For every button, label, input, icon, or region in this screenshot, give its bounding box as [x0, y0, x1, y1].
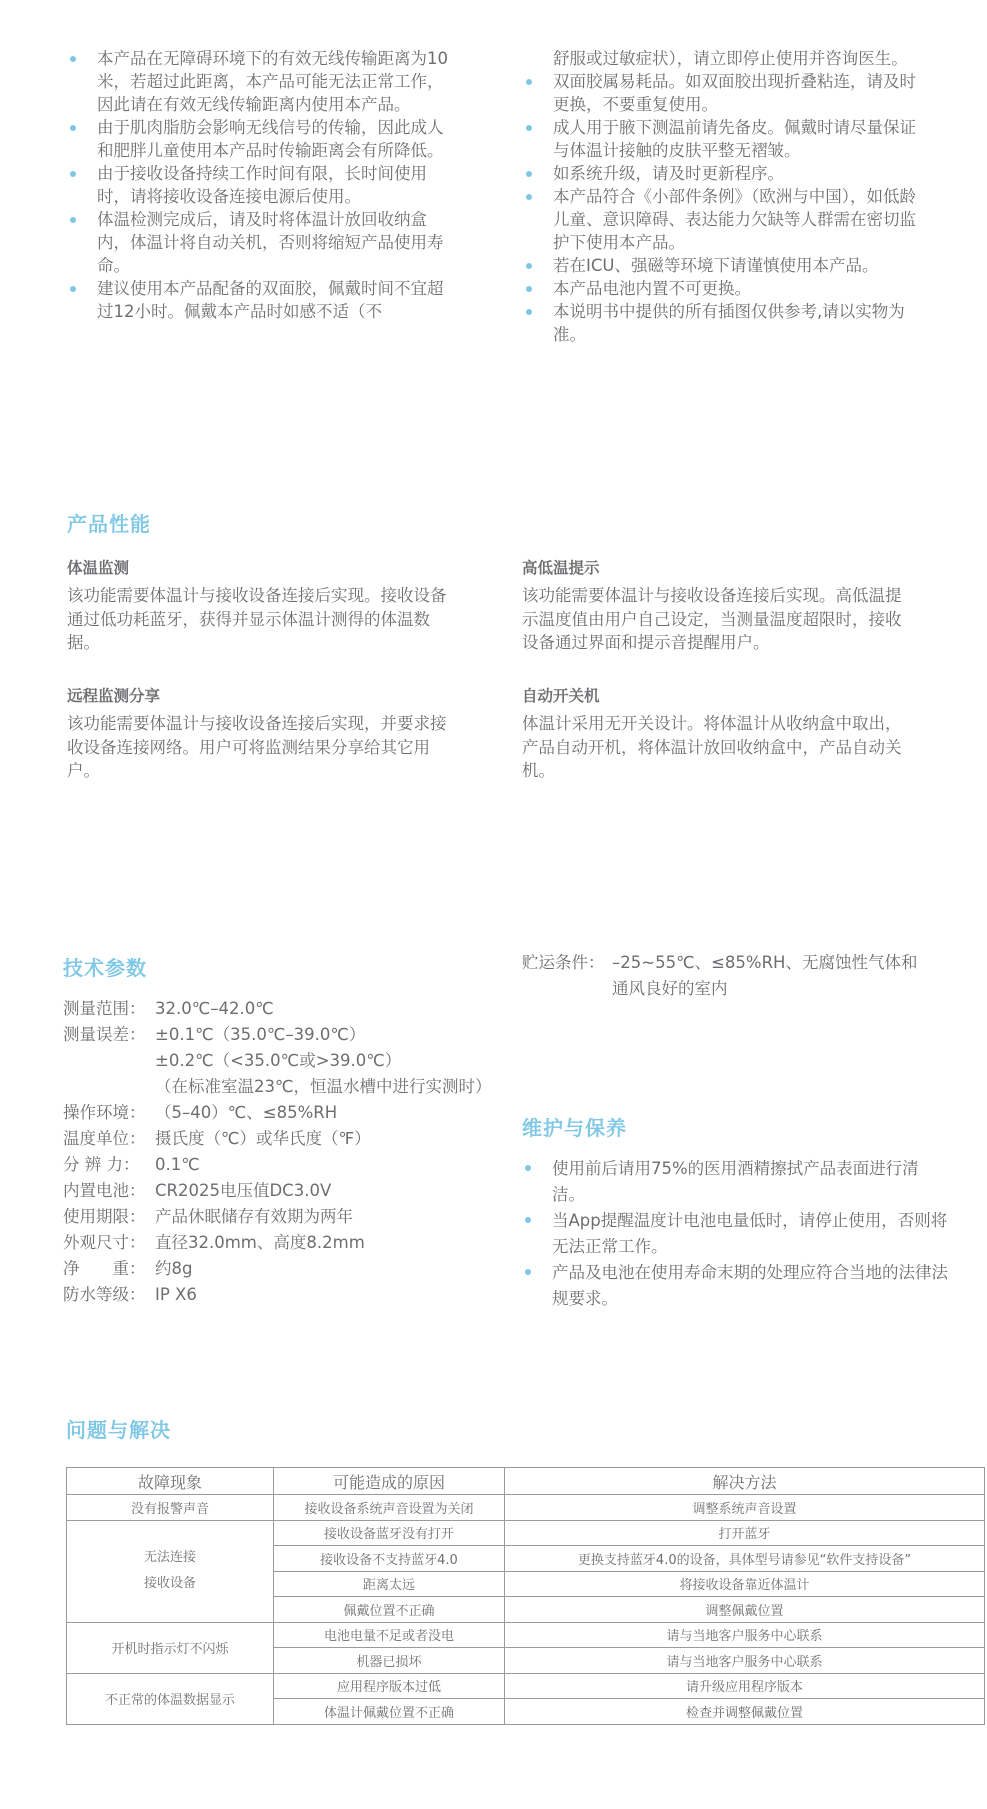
solution-cell: 请与当地客户服务中心联系 [505, 1648, 985, 1674]
spec-weight: 净 重： 约8g [63, 1259, 193, 1278]
spec-size: 外观尺寸： 直径32.0mm、高度8.2mm [63, 1233, 365, 1252]
table-row [67, 1520, 985, 1546]
table-row [67, 1495, 985, 1521]
solution-cell: 请与当地客户服务中心联系 [505, 1622, 985, 1648]
storage-conditions [522, 950, 942, 1002]
table-header: 可能造成的原因 [274, 1468, 505, 1495]
spec-waterproof: 防水等级： IP X6 [63, 1285, 197, 1304]
feature-text: 该功能需要体温计与接收设备连接后实现。接收设备通过低功耗蓝牙，获得并显示体温计测得的体温数据。 [67, 586, 447, 652]
performance-title: 产品性能 [67, 512, 151, 536]
specs-list [63, 996, 513, 1308]
storage-value-line2: 通风良好的室内 [612, 979, 728, 998]
table-row [67, 1673, 985, 1699]
maintenance-list [522, 1156, 948, 1312]
solution-cell: 将接收设备靠近体温计 [505, 1571, 985, 1597]
feature-remote-sharing [67, 684, 457, 783]
list-item: 由于肌肉脂肪会影响无线信号的传输，因此成人和肥胖儿童使用本产品时传输距离会有所降低。 [67, 116, 452, 162]
spec-resolution: 分 辨 力： 0.1℃ [63, 1155, 200, 1174]
solution-cell: 调整佩戴位置 [505, 1597, 985, 1623]
notes-right-continuation: 舒服或过敏症状），请立即停止使用并咨询医生。 [553, 49, 908, 68]
spec-lifetime: 使用期限： 产品休眠储存有效期为两年 [63, 1207, 353, 1226]
cause-cell: 应用程序版本过低 [274, 1673, 505, 1699]
list-item: 由于接收设备持续工作时间有限，长时间使用时，请将接收设备连接电源后使用。 [67, 162, 452, 208]
symptom-cell: 不正常的体温数据显示 [67, 1673, 274, 1724]
troubleshooting-title: 问题与解决 [66, 1418, 171, 1442]
list-item: 使用前后请用75%的医用酒精擦拭产品表面进行清洁。 [522, 1156, 948, 1208]
symptom-cell: 没有报警声音 [67, 1495, 274, 1521]
solution-cell: 检查并调整佩戴位置 [505, 1699, 985, 1725]
list-item: 建议使用本产品配备的双面胶，佩戴时间不宜超过12小时。佩戴本产品时如感不适（不 [67, 277, 452, 323]
list-item: 如系统升级，请及时更新程序。 [523, 162, 923, 185]
troubleshooting-table [66, 1467, 985, 1725]
cause-cell: 机器已损坏 [274, 1648, 505, 1674]
spec-error-line3: （在标准室温23℃，恒温水槽中进行实测时） [155, 1077, 492, 1096]
cause-cell: 接收设备系统声音设置为关闭 [274, 1495, 505, 1521]
list-item: 成人用于腋下测温前请先备皮。佩戴时请尽量保证与体温计接触的皮肤平整无褶皱。 [523, 116, 923, 162]
solution-cell: 请升级应用程序版本 [505, 1673, 985, 1699]
symptom-cell: 开机时指示灯不闪烁 [67, 1622, 274, 1673]
feature-title: 高低温提示 [522, 559, 600, 577]
table-header-row [67, 1468, 985, 1495]
solution-cell: 调整系统声音设置 [505, 1495, 985, 1521]
list-item: 本产品符合《小部件条例》（欧洲与中国），如低龄儿童、意识障碍、表达能力欠缺等人群需在密切监护下使用本产品。 [523, 185, 923, 254]
spec-battery: 内置电池： CR2025电压值DC3.0V [63, 1181, 332, 1200]
feature-text: 体温计采用无开关设计。将体温计从收纳盒中取出，产品自动开机，将体温计放回收纳盒中，产品自动关机。 [522, 714, 902, 780]
feature-text: 该功能需要体温计与接收设备连接后实现。高低温提示温度值由用户自己设定，当测量温度超限时，接收设备通过界面和提示音提醒用户。 [522, 586, 902, 652]
list-item: 本产品电池内置不可更换。 [523, 277, 923, 300]
maintenance-title: 维护与保养 [522, 1116, 627, 1140]
list-item: 本产品在无障碍环境下的有效无线传输距离为10米，若超过此距离，本产品可能无法正常工作，因此请在有效无线传输距离内使用本产品。 [67, 47, 452, 116]
cause-cell: 佩戴位置不正确 [274, 1597, 505, 1623]
cause-cell: 接收设备蓝牙没有打开 [274, 1520, 505, 1546]
spec-range: 测量范围： 32.0℃–42.0℃ [63, 999, 274, 1018]
spec-unit: 温度单位： 摄氏度（℃）或华氏度（℉） [63, 1129, 371, 1148]
spec-error: 测量误差： ±0.1℃（35.0℃–39.0℃） [63, 1025, 366, 1044]
storage-value-line1: –25~55℃、≤85%RH、无腐蚀性气体和 [612, 953, 918, 972]
cause-cell: 距离太远 [274, 1571, 505, 1597]
feature-text: 该功能需要体温计与接收设备连接后实现，并要求接收设备连接网络。用户可将监测结果分享给其它用户。 [67, 714, 447, 780]
list-item: 双面胶属易耗品。如双面胶出现折叠粘连，请及时更换，不要重复使用。 [523, 70, 923, 116]
feature-title: 体温监测 [67, 559, 130, 577]
solution-cell: 打开蓝牙 [505, 1520, 985, 1546]
feature-title: 远程监测分享 [67, 687, 161, 705]
solution-cell: 更换支持蓝牙4.0的设备，具体型号请参见“软件支持设备” [505, 1546, 985, 1572]
cause-cell: 接收设备不支持蓝牙4.0 [274, 1546, 505, 1572]
table-row [67, 1622, 985, 1648]
cause-cell: 电池电量不足或者没电 [274, 1622, 505, 1648]
list-item: 当App提醒温度计电池电量低时，请停止使用，否则将无法正常工作。 [522, 1208, 948, 1260]
notes-left-list [67, 47, 452, 323]
feature-title: 自动开关机 [522, 687, 600, 705]
list-item: 本说明书中提供的所有插图仅供参考,请以实物为准。 [523, 300, 923, 346]
storage-label: 贮运条件： [522, 953, 605, 972]
cause-cell: 体温计佩戴位置不正确 [274, 1699, 505, 1725]
notes-right-list [523, 70, 923, 346]
feature-temperature-alert [522, 556, 912, 655]
list-item: 产品及电池在使用寿命末期的处理应符合当地的法律法规要求。 [522, 1260, 948, 1312]
list-item: 若在ICU、强磁等环境下请谨慎使用本产品。 [523, 254, 923, 277]
table-header: 解决方法 [505, 1468, 985, 1495]
spec-environment: 操作环境： （5–40）℃、≤85%RH [63, 1103, 338, 1122]
spec-error-line2: ±0.2℃（<35.0℃或>39.0℃） [155, 1051, 402, 1070]
specs-title: 技术参数 [63, 956, 147, 980]
feature-temperature-monitoring [67, 556, 457, 655]
table-header: 故障现象 [67, 1468, 274, 1495]
feature-auto-power [522, 684, 912, 783]
symptom-cell: 无法连接 接收设备 [67, 1520, 274, 1622]
list-item: 体温检测完成后，请及时将体温计放回收纳盒内，体温计将自动关机，否则将缩短产品使用寿命。 [67, 208, 452, 277]
